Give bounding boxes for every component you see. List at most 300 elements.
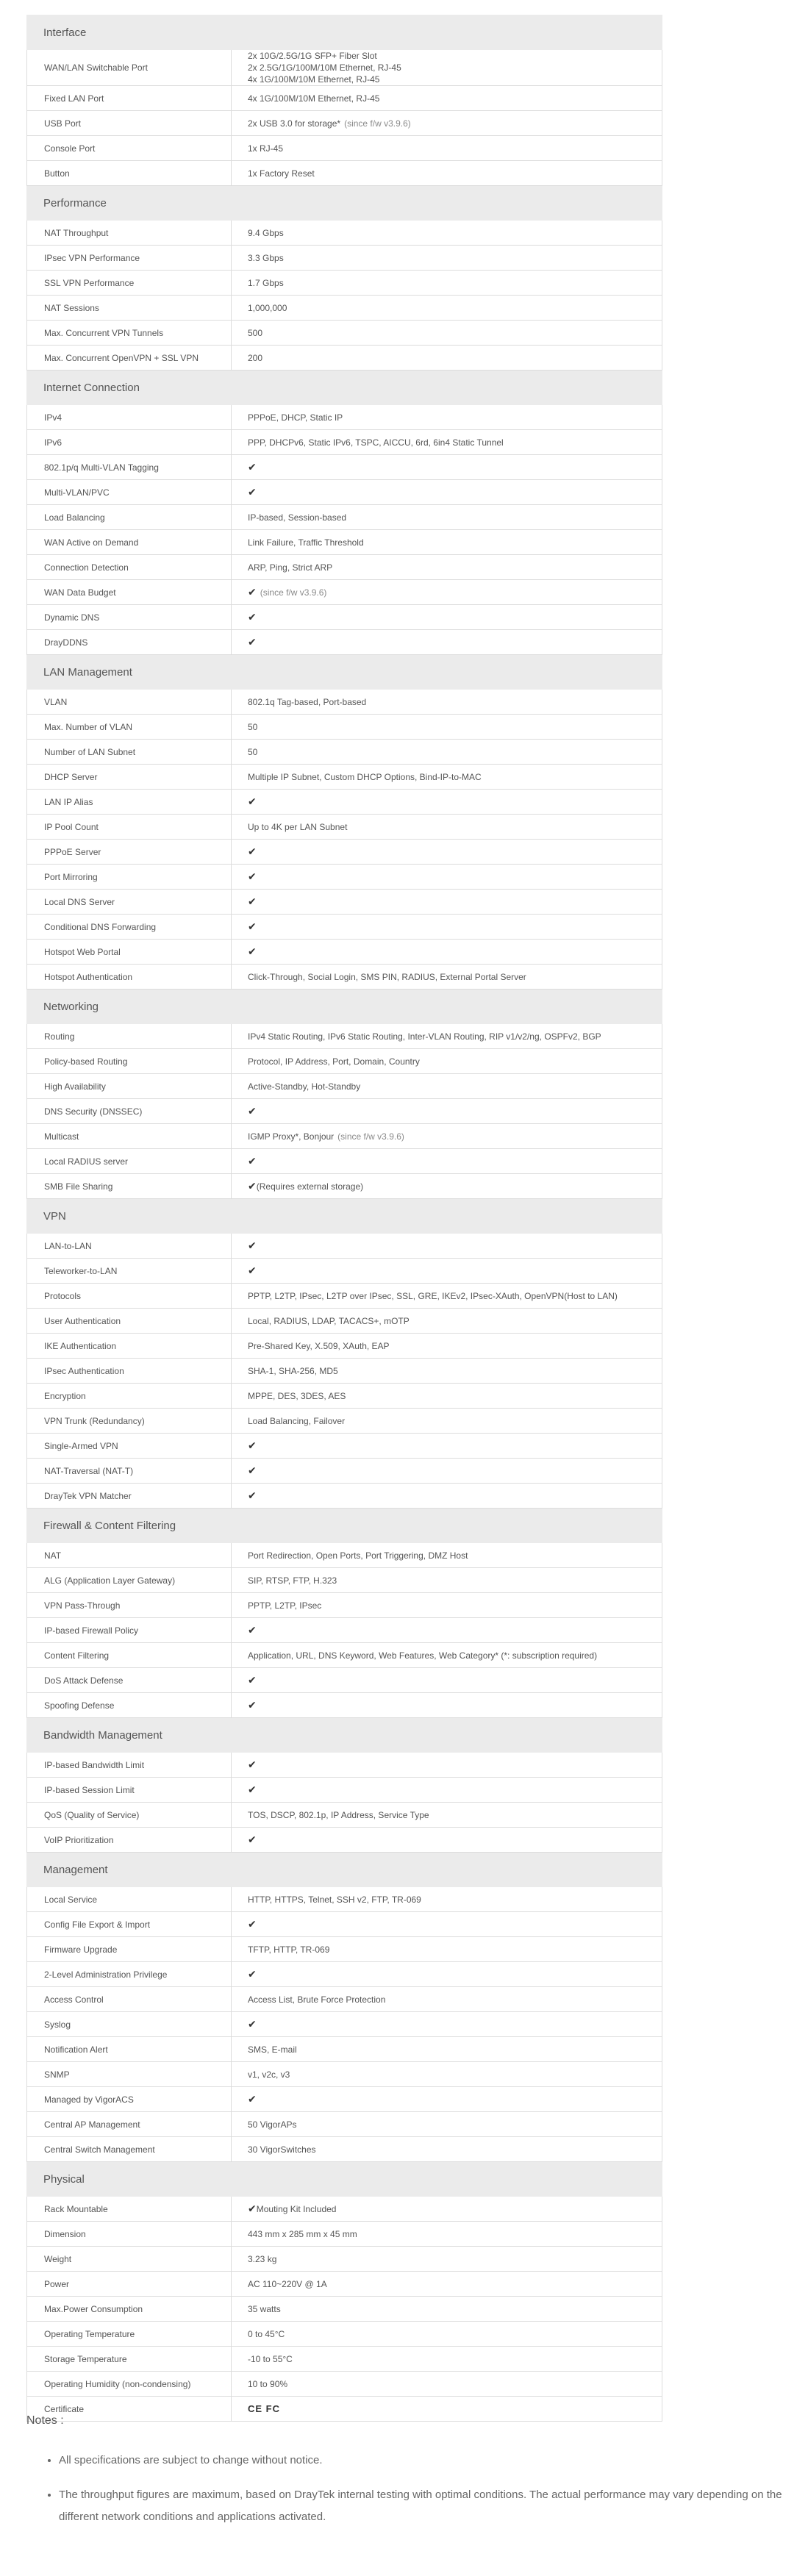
spec-row-ipv6 [27, 430, 662, 455]
spec-label: SSL VPN Performance [27, 271, 232, 296]
spec-label: IP-based Session Limit [27, 1778, 232, 1803]
spec-value [232, 1309, 662, 1334]
spec-row-user-authentication [27, 1309, 662, 1334]
spec-row-conditional-dns-forwarding [27, 915, 662, 940]
spec-value [232, 1937, 662, 1962]
spec-value-text: 50 VigorAPs [248, 2119, 297, 2130]
spec-label: Notification Alert [27, 2037, 232, 2062]
spec-value [232, 346, 662, 371]
spec-label: PPPoE Server [27, 840, 232, 865]
spec-value [232, 1409, 662, 1434]
spec-row-lan-to-lan [27, 1234, 662, 1259]
spec-label: Port Mirroring [27, 865, 232, 890]
spec-label: LAN IP Alias [27, 790, 232, 815]
spec-label: LAN-to-LAN [27, 1234, 232, 1259]
spec-value [232, 1778, 662, 1803]
check-icon: ✔ [248, 1489, 257, 1501]
spec-row-ip-pool-count [27, 815, 662, 840]
spec-value [232, 480, 662, 505]
spec-value [232, 2087, 662, 2112]
spec-row-multi-vlan-pvc [27, 480, 662, 505]
spec-value-line: 4x 1G/100M/10M Ethernet, RJ-45 [248, 74, 380, 85]
spec-value [232, 2012, 662, 2037]
spec-value [232, 1887, 662, 1912]
spec-value [232, 1384, 662, 1409]
firmware-note: (since f/w v3.9.6) [337, 1131, 404, 1142]
spec-label: Local DNS Server [27, 890, 232, 915]
spec-value [232, 890, 662, 915]
section-header-internet-connection [27, 371, 662, 405]
check-icon: ✔ [248, 870, 257, 882]
spec-label: IP Pool Count [27, 815, 232, 840]
spec-value [232, 2247, 662, 2272]
spec-label: Connection Detection [27, 555, 232, 580]
spec-value [232, 1484, 662, 1509]
spec-row-rack-mountable [27, 2197, 662, 2222]
spec-value-text: Port Redirection, Open Ports, Port Triggering, DMZ Host [248, 1550, 468, 1561]
spec-label: SNMP [27, 2062, 232, 2087]
spec-label: Fixed LAN Port [27, 86, 232, 111]
spec-value [232, 840, 662, 865]
spec-label: Weight [27, 2247, 232, 2272]
check-icon: ✔ [248, 795, 257, 807]
section-title: VPN [27, 1199, 662, 1234]
spec-row-central-ap-management [27, 2112, 662, 2137]
spec-value [232, 1284, 662, 1309]
spec-label: DrayDDNS [27, 630, 232, 655]
spec-value-text: 1,000,000 [248, 302, 287, 313]
section-title: Networking [27, 990, 662, 1024]
spec-row-nat [27, 1543, 662, 1568]
notes-section [26, 2414, 791, 2541]
spec-label: Multi-VLAN/PVC [27, 480, 232, 505]
spec-label: Console Port [27, 136, 232, 161]
spec-label: IPv6 [27, 430, 232, 455]
spec-value [232, 1434, 662, 1459]
spec-label: IP-based Firewall Policy [27, 1618, 232, 1643]
spec-label: Local Service [27, 1887, 232, 1912]
spec-value [232, 86, 662, 111]
spec-label: Central Switch Management [27, 2137, 232, 2162]
check-icon: ✔ [248, 895, 257, 907]
spec-value [232, 1803, 662, 1828]
spec-value [232, 1593, 662, 1618]
spec-row-wan-data-budget [27, 580, 662, 605]
spec-row-dhcp-server [27, 765, 662, 790]
spec-label: Multicast [27, 1124, 232, 1149]
spec-value [232, 1568, 662, 1593]
section-title: Firewall & Content Filtering [27, 1509, 662, 1543]
spec-label: IPsec Authentication [27, 1359, 232, 1384]
spec-label: Max. Concurrent OpenVPN + SSL VPN [27, 346, 232, 371]
spec-row-local-dns-server [27, 890, 662, 915]
spec-row-dimension [27, 2222, 662, 2247]
spec-value [232, 1668, 662, 1693]
check-icon: ✔ [248, 1783, 257, 1795]
spec-value-text: 2x USB 3.0 for storage* [248, 118, 341, 129]
spec-value [232, 1174, 662, 1199]
spec-value-text: -10 to 55°C [248, 2353, 293, 2364]
check-icon: ✔ [248, 2018, 257, 2030]
spec-row-config-file-export-import [27, 1912, 662, 1937]
spec-row-ipsec-authentication [27, 1359, 662, 1384]
spec-value-text: 4x 1G/100M/10M Ethernet, RJ-45 [248, 93, 380, 104]
spec-value [232, 1024, 662, 1049]
spec-value [232, 580, 662, 605]
check-icon: ✔ [248, 2203, 257, 2214]
spec-label: DNS Security (DNSSEC) [27, 1099, 232, 1124]
spec-value [232, 630, 662, 655]
spec-row-max-number-of-vlan [27, 715, 662, 740]
spec-row-max-power-consumption [27, 2297, 662, 2322]
spec-row-dynamic-dns [27, 605, 662, 630]
spec-value [232, 605, 662, 630]
section-title: Physical [27, 2162, 662, 2197]
note-item: • All specifications are subject to change without notice. [59, 2450, 791, 2472]
spec-row-multicast [27, 1124, 662, 1149]
spec-label: Conditional DNS Forwarding [27, 915, 232, 940]
spec-value [232, 1962, 662, 1987]
spec-value [232, 715, 662, 740]
check-icon: ✔ [248, 1439, 257, 1451]
spec-value-text: Load Balancing, Failover [248, 1415, 346, 1426]
spec-label: Power [27, 2272, 232, 2297]
spec-value-text: 200 [248, 352, 263, 363]
spec-value [232, 2372, 662, 2397]
spec-label: 2-Level Administration Privilege [27, 1962, 232, 1987]
spec-value [232, 2322, 662, 2347]
spec-row-power [27, 2272, 662, 2297]
section-title: Management [27, 1853, 662, 1887]
spec-value [232, 2037, 662, 2062]
spec-row-fixed-lan-port [27, 86, 662, 111]
spec-value [232, 321, 662, 346]
spec-value [232, 430, 662, 455]
spec-value [232, 1334, 662, 1359]
spec-value-suffix: (Requires external storage) [256, 1181, 364, 1192]
spec-value-text: 3.23 kg [248, 2253, 277, 2264]
spec-value [232, 965, 662, 990]
spec-label: 802.1p/q Multi-VLAN Tagging [27, 455, 232, 480]
spec-value-text: 1x RJ-45 [248, 143, 284, 154]
spec-row-drayddns [27, 630, 662, 655]
spec-label: Protocols [27, 1284, 232, 1309]
spec-label: VPN Trunk (Redundancy) [27, 1409, 232, 1434]
spec-value-text: AC 110~220V @ 1A [248, 2278, 327, 2289]
spec-value [232, 2272, 662, 2297]
spec-label: IPsec VPN Performance [27, 246, 232, 271]
spec-label: Number of LAN Subnet [27, 740, 232, 765]
spec-row-access-control [27, 1987, 662, 2012]
section-header-networking [27, 990, 662, 1024]
spec-value [232, 1074, 662, 1099]
spec-value-suffix: Mouting Kit Included [256, 2204, 337, 2214]
spec-row-content-filtering [27, 1643, 662, 1668]
spec-value-text: 500 [248, 327, 263, 338]
spec-value-text: SHA-1, SHA-256, MD5 [248, 1365, 338, 1376]
spec-row-max-concurrent-vpn-tunnels [27, 321, 662, 346]
spec-value [232, 1987, 662, 2012]
spec-value-text: SMS, E-mail [248, 2044, 297, 2055]
spec-label: User Authentication [27, 1309, 232, 1334]
certificate-icon: CE FC [248, 2403, 280, 2414]
check-icon: ✔ [248, 461, 257, 473]
spec-label: Spoofing Defense [27, 1693, 232, 1718]
section-title: Internet Connection [27, 371, 662, 405]
spec-label: DHCP Server [27, 765, 232, 790]
spec-value [232, 1753, 662, 1778]
spec-value [232, 915, 662, 940]
section-header-physical [27, 2162, 662, 2197]
notes-title: Notes : [26, 2414, 64, 2427]
spec-label: Max. Number of VLAN [27, 715, 232, 740]
spec-value [232, 740, 662, 765]
spec-row-alg-application-layer-gateway [27, 1568, 662, 1593]
spec-label: Access Control [27, 1987, 232, 2012]
spec-row-spoofing-defense [27, 1693, 662, 1718]
spec-value [232, 1643, 662, 1668]
spec-value-text: Up to 4K per LAN Subnet [248, 821, 348, 832]
spec-row-syslog [27, 2012, 662, 2037]
spec-value [232, 1049, 662, 1074]
spec-label: Certificate [27, 2397, 232, 2422]
spec-table [26, 15, 662, 2422]
spec-label: DrayTek VPN Matcher [27, 1484, 232, 1509]
spec-value [232, 136, 662, 161]
spec-row-wan-lan-switchable-port [27, 50, 662, 86]
spec-row-pppoe-server [27, 840, 662, 865]
spec-value-text: PPPoE, DHCP, Static IP [248, 412, 343, 423]
spec-value-text: Click-Through, Social Login, SMS PIN, RADIUS, External Portal Server [248, 971, 526, 982]
check-icon: ✔ [248, 586, 257, 598]
spec-value-text: TOS, DSCP, 802.1p, IP Address, Service Type [248, 1809, 429, 1820]
spec-value [232, 1359, 662, 1384]
spec-value [232, 455, 662, 480]
spec-row-smb-file-sharing [27, 1174, 662, 1199]
spec-value [232, 2297, 662, 2322]
spec-label: Central AP Management [27, 2112, 232, 2137]
spec-label: WAN/LAN Switchable Port [27, 50, 232, 86]
spec-row-local-service [27, 1887, 662, 1912]
spec-row-teleworker-to-lan [27, 1259, 662, 1284]
spec-label: NAT-Traversal (NAT-T) [27, 1459, 232, 1484]
spec-row-weight [27, 2247, 662, 2272]
spec-value [232, 2197, 662, 2222]
spec-label: Rack Mountable [27, 2197, 232, 2222]
section-title: Performance [27, 186, 662, 221]
spec-row-802-1p-q-multi-vlan-tagging [27, 455, 662, 480]
spec-label: Storage Temperature [27, 2347, 232, 2372]
spec-row-managed-by-vigoracs [27, 2087, 662, 2112]
spec-value [232, 765, 662, 790]
spec-row-vpn-trunk-redundancy [27, 1409, 662, 1434]
check-icon: ✔ [248, 1105, 257, 1117]
spec-label: Operating Humidity (non-condensing) [27, 2372, 232, 2397]
spec-label: Max.Power Consumption [27, 2297, 232, 2322]
spec-value-text: HTTP, HTTPS, Telnet, SSH v2, FTP, TR-069 [248, 1894, 421, 1905]
spec-label: Button [27, 161, 232, 186]
spec-value-text: Link Failure, Traffic Threshold [248, 537, 364, 548]
spec-label: Max. Concurrent VPN Tunnels [27, 321, 232, 346]
spec-value [232, 530, 662, 555]
spec-label: Encryption [27, 1384, 232, 1409]
spec-value [232, 405, 662, 430]
check-icon: ✔ [248, 611, 257, 623]
spec-row-vlan [27, 690, 662, 715]
check-icon: ✔ [248, 1264, 257, 1276]
spec-row-ip-based-firewall-policy [27, 1618, 662, 1643]
spec-value-text: IGMP Proxy*, Bonjour [248, 1131, 335, 1142]
spec-value-text: IP-based, Session-based [248, 512, 347, 523]
spec-value [232, 940, 662, 965]
spec-label: ALG (Application Layer Gateway) [27, 1568, 232, 1593]
spec-value-text: 35 watts [248, 2303, 281, 2314]
spec-value-text: PPTP, L2TP, IPsec, L2TP over IPsec, SSL, GRE, IKEv2, IPsec-XAuth, OpenVPN(Host to LAN) [248, 1290, 618, 1301]
spec-row-ipv4 [27, 405, 662, 430]
section-header-performance [27, 186, 662, 221]
spec-row-firmware-upgrade [27, 1937, 662, 1962]
spec-row-ipsec-vpn-performance [27, 246, 662, 271]
section-header-interface [27, 15, 662, 50]
section-header-bandwidth-management [27, 1718, 662, 1753]
spec-label: QoS (Quality of Service) [27, 1803, 232, 1828]
spec-value [232, 246, 662, 271]
spec-label: IPv4 [27, 405, 232, 430]
spec-value-text: 3.3 Gbps [248, 252, 284, 263]
spec-value-text: PPP, DHCPv6, Static IPv6, TSPC, AICCU, 6rd, 6in4 Static Tunnel [248, 437, 504, 448]
spec-value-text: 0 to 45°C [248, 2328, 285, 2339]
spec-row-protocols [27, 1284, 662, 1309]
spec-label: IP-based Bandwidth Limit [27, 1753, 232, 1778]
section-header-firewall-content-filtering [27, 1509, 662, 1543]
note-item: • The throughput figures are maximum, based on DrayTek internal testing with optimal conditions. The actual performance may vary depending on the different network conditions and applications activated. [59, 2484, 791, 2528]
section-title: Bandwidth Management [27, 1718, 662, 1753]
spec-row-wan-active-on-demand [27, 530, 662, 555]
spec-label: Single-Armed VPN [27, 1434, 232, 1459]
spec-label: Content Filtering [27, 1643, 232, 1668]
spec-row-draytek-vpn-matcher [27, 1484, 662, 1509]
spec-value [232, 2222, 662, 2247]
spec-label: NAT Sessions [27, 296, 232, 321]
check-icon: ✔ [248, 1759, 257, 1770]
spec-label: Policy-based Routing [27, 1049, 232, 1074]
check-icon: ✔ [248, 945, 257, 957]
spec-value-text: 30 VigorSwitches [248, 2144, 316, 2155]
spec-label: DoS Attack Defense [27, 1668, 232, 1693]
spec-value-text: Local, RADIUS, LDAP, TACACS+, mOTP [248, 1315, 410, 1326]
spec-row-routing [27, 1024, 662, 1049]
spec-table-container [26, 15, 662, 2422]
spec-value-text: Protocol, IP Address, Port, Domain, Country [248, 1056, 420, 1067]
spec-value [232, 1259, 662, 1284]
spec-value-text: Active-Standby, Hot-Standby [248, 1081, 361, 1092]
spec-label: Syslog [27, 2012, 232, 2037]
spec-value-text: PPTP, L2TP, IPsec [248, 1600, 322, 1611]
spec-value-text: IPv4 Static Routing, IPv6 Static Routing, Inter-VLAN Routing, RIP v1/v2/ng, OSPFv2, BGP [248, 1031, 601, 1042]
spec-row-local-radius-server [27, 1149, 662, 1174]
spec-row-ssl-vpn-performance [27, 271, 662, 296]
spec-value-text: 50 [248, 746, 258, 757]
spec-value [232, 1149, 662, 1174]
spec-row-max-concurrent-openvpn-ssl-vpn [27, 346, 662, 371]
spec-label: Routing [27, 1024, 232, 1049]
check-icon: ✔ [248, 636, 257, 648]
spec-row-port-mirroring [27, 865, 662, 890]
spec-row-encryption [27, 1384, 662, 1409]
section-header-management [27, 1853, 662, 1887]
spec-value [232, 815, 662, 840]
check-icon: ✔ [248, 920, 257, 932]
check-icon: ✔ [248, 1464, 257, 1476]
spec-value-text: SIP, RTSP, FTP, H.323 [248, 1575, 337, 1586]
spec-value [232, 221, 662, 246]
spec-value [232, 2347, 662, 2372]
firmware-note: (since f/w v3.9.6) [344, 118, 411, 129]
spec-row-storage-temperature [27, 2347, 662, 2372]
section-header-lan-management [27, 655, 662, 690]
firmware-note: (since f/w v3.9.6) [260, 587, 327, 598]
spec-label: VPN Pass-Through [27, 1593, 232, 1618]
spec-label: Load Balancing [27, 505, 232, 530]
spec-value [232, 2112, 662, 2137]
spec-row-nat-sessions [27, 296, 662, 321]
check-icon: ✔ [248, 1239, 257, 1251]
check-icon: ✔ [248, 845, 257, 857]
spec-label: WAN Active on Demand [27, 530, 232, 555]
spec-value-text: Access List, Brute Force Protection [248, 1994, 386, 2005]
check-icon: ✔ [248, 1968, 257, 1980]
spec-value-text: 50 [248, 721, 258, 732]
spec-value [232, 1618, 662, 1643]
spec-value [232, 1124, 662, 1149]
spec-value [232, 161, 662, 186]
spec-value [232, 865, 662, 890]
spec-value [232, 1912, 662, 1937]
spec-value-text: 1x Factory Reset [248, 168, 315, 179]
spec-row-qos-quality-of-service [27, 1803, 662, 1828]
spec-value-text: Multiple IP Subnet, Custom DHCP Options, Bind-IP-to-MAC [248, 771, 482, 782]
check-icon: ✔ [248, 1833, 257, 1845]
spec-label: USB Port [27, 111, 232, 136]
spec-row-connection-detection [27, 555, 662, 580]
spec-label: Managed by VigorACS [27, 2087, 232, 2112]
check-icon: ✔ [248, 1180, 257, 1192]
spec-value-text: v1, v2c, v3 [248, 2069, 290, 2080]
spec-row-ike-authentication [27, 1334, 662, 1359]
spec-label: VLAN [27, 690, 232, 715]
spec-row-load-balancing [27, 505, 662, 530]
spec-row-central-switch-management [27, 2137, 662, 2162]
section-header-vpn [27, 1199, 662, 1234]
spec-value [232, 790, 662, 815]
check-icon: ✔ [248, 1624, 257, 1636]
spec-value [232, 111, 662, 136]
spec-row-policy-based-routing [27, 1049, 662, 1074]
spec-value-text: 1.7 Gbps [248, 277, 284, 288]
spec-value-text: TFTP, HTTP, TR-069 [248, 1944, 330, 1955]
spec-row-voip-prioritization [27, 1828, 662, 1853]
spec-row-dos-attack-defense [27, 1668, 662, 1693]
spec-label: Local RADIUS server [27, 1149, 232, 1174]
spec-label: Operating Temperature [27, 2322, 232, 2347]
spec-row-high-availability [27, 1074, 662, 1099]
spec-label: NAT [27, 1543, 232, 1568]
check-icon: ✔ [248, 1674, 257, 1686]
spec-value [232, 1459, 662, 1484]
spec-label: WAN Data Budget [27, 580, 232, 605]
spec-label: Dimension [27, 2222, 232, 2247]
spec-value-text: Application, URL, DNS Keyword, Web Features, Web Category* (*: subscription required) [248, 1650, 598, 1661]
